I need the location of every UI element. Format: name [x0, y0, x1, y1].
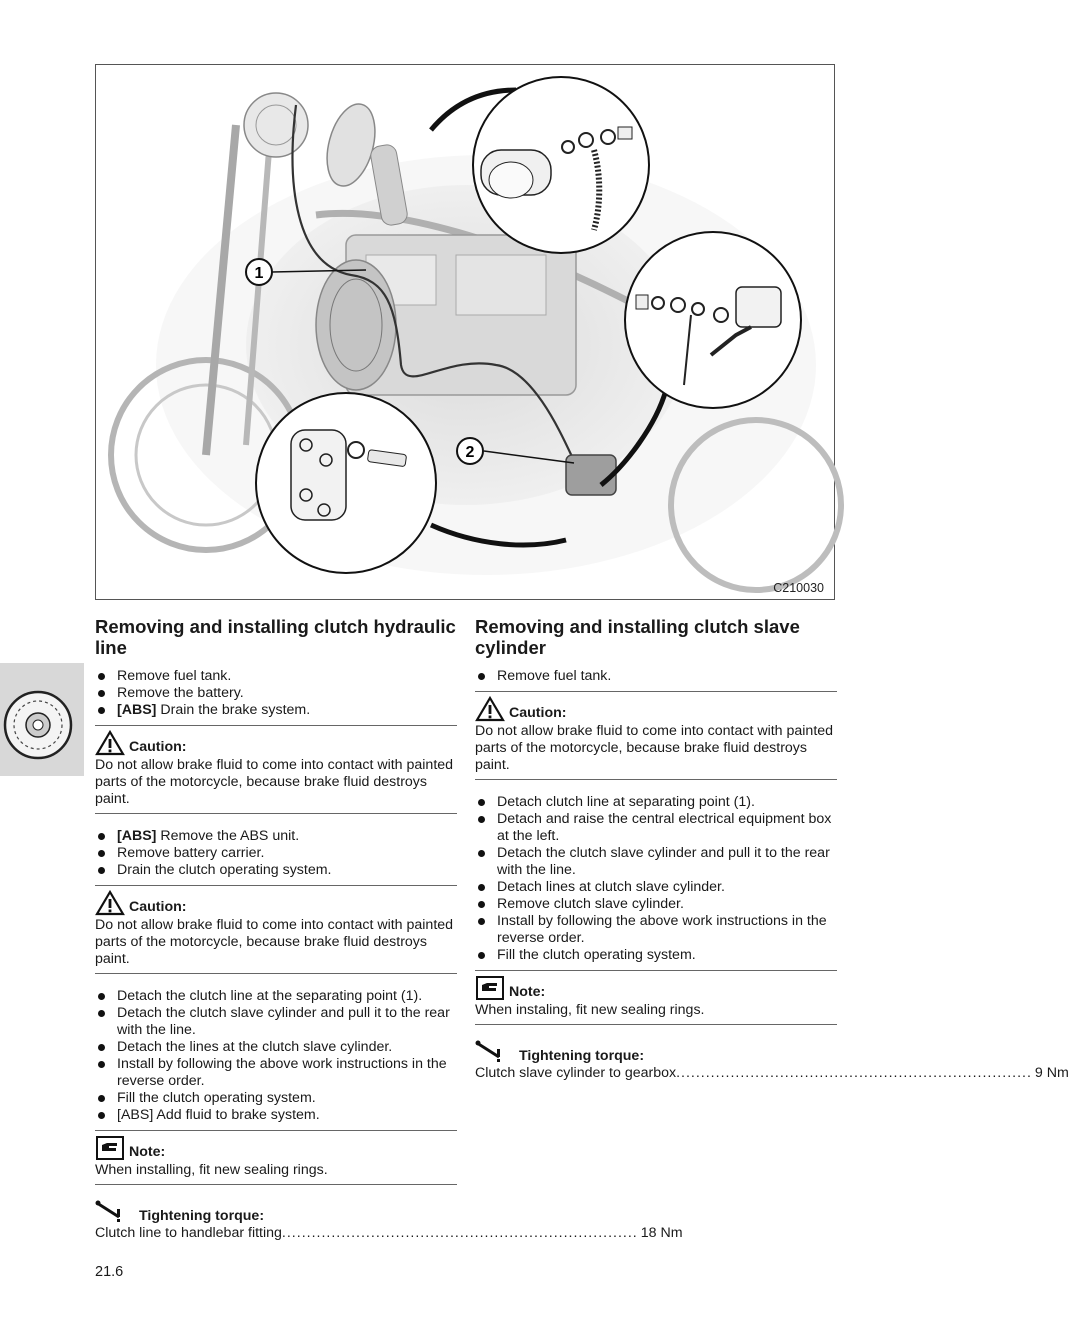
- torque-value: 18 Nm: [640, 1225, 683, 1241]
- list-item: Install by following the above work instructions in the reverse order.: [95, 1056, 457, 1090]
- left-steps-3: [95, 988, 457, 1124]
- list-item: Fill the clutch operating system.: [475, 947, 837, 964]
- figure-motorcycle-clutch: [95, 64, 835, 600]
- torque-spec: [95, 1199, 683, 1242]
- note-box: [475, 970, 837, 1025]
- torque-label: Clutch line to handlebar fitting: [95, 1225, 282, 1241]
- caution-box: [95, 725, 457, 814]
- note-hand-icon: [475, 975, 505, 1001]
- warning-triangle-icon: [475, 696, 505, 722]
- brake-disc-icon: [0, 663, 84, 776]
- note-title: Note:: [509, 984, 546, 1000]
- warning-triangle-icon: [95, 730, 125, 756]
- torque-value: 9 Nm: [1034, 1065, 1069, 1081]
- caution-title: Caution:: [129, 899, 187, 915]
- left-steps-2: [95, 828, 457, 879]
- list-item: Detach the clutch line at the separating point (1).: [95, 988, 457, 1005]
- right-steps-1: [475, 668, 837, 685]
- note-text: When installing, fit new sealing rings.: [95, 1162, 328, 1178]
- right-column: [475, 616, 1069, 1082]
- right-steps-2: [475, 794, 837, 964]
- note-hand-icon: [95, 1135, 125, 1161]
- caution-text: Do not allow brake fluid to come into contact with painted parts of the motorcycle, because brake fluid destroys paint.: [475, 723, 834, 773]
- list-item: Detach lines at clutch slave cylinder.: [475, 879, 837, 896]
- leader-dots: ........................................................................: [676, 1065, 1032, 1081]
- right-heading: Removing and installing clutch slave cylinder: [475, 616, 800, 658]
- caution-box: [95, 885, 457, 974]
- chapter-thumb-tab: [0, 663, 84, 776]
- list-item: [ABS] Add fluid to brake system.: [95, 1107, 457, 1124]
- leader-dots: ........................................................................: [281, 1225, 638, 1241]
- list-item: Detach and raise the central electrical equipment box at the left.: [475, 811, 837, 845]
- list-item: Remove the battery.: [95, 685, 457, 702]
- torque-wrench-icon: [475, 1039, 513, 1065]
- left-steps-1: [95, 668, 457, 719]
- page-number: 21.6: [95, 1264, 124, 1280]
- list-item: Install by following the above work instructions in the reverse order.: [475, 913, 837, 947]
- torque-title: Tightening torque:: [519, 1048, 645, 1064]
- caution-text: Do not allow brake fluid to come into contact with painted parts of the motorcycle, because brake fluid destroys paint.: [95, 917, 454, 967]
- caution-title: Caution:: [129, 739, 187, 755]
- note-text: When instaling, fit new sealing rings.: [475, 1002, 705, 1018]
- torque-label: Clutch slave cylinder to gearbox: [475, 1065, 677, 1081]
- list-item: Remove fuel tank.: [95, 668, 457, 685]
- list-item: Drain the clutch operating system.: [95, 862, 457, 879]
- list-item: Detach clutch line at separating point (1).: [475, 794, 837, 811]
- left-heading: Removing and installing clutch hydraulic line: [95, 616, 456, 658]
- note-title: Note:: [129, 1144, 166, 1160]
- motorcycle-illustration: [96, 65, 836, 601]
- list-item: Detach the clutch slave cylinder and pull it to the rear with the line.: [95, 1005, 457, 1039]
- warning-triangle-icon: [95, 890, 125, 916]
- figure-code: C210030: [773, 581, 824, 595]
- list-item: [ABS] Drain the brake system.: [95, 702, 457, 719]
- list-item: Fill the clutch operating system.: [95, 1090, 457, 1107]
- callout-2-label: 2: [465, 444, 475, 461]
- torque-wrench-icon: [95, 1199, 133, 1225]
- torque-spec: [475, 1039, 1069, 1082]
- list-item: Detach the clutch slave cylinder and pull it to the rear with the line.: [475, 845, 837, 879]
- list-item: [ABS] Remove the ABS unit.: [95, 828, 457, 845]
- callout-1-label: 1: [254, 265, 264, 282]
- caution-title: Caution:: [509, 705, 567, 721]
- caution-text: Do not allow brake fluid to come into contact with painted parts of the motorcycle, because brake fluid destroys paint.: [95, 757, 454, 807]
- list-item: Remove fuel tank.: [475, 668, 837, 685]
- torque-title: Tightening torque:: [139, 1208, 265, 1224]
- note-box: [95, 1130, 457, 1185]
- caution-box: [475, 691, 837, 780]
- list-item: Remove clutch slave cylinder.: [475, 896, 837, 913]
- list-item: Detach the lines at the clutch slave cylinder.: [95, 1039, 457, 1056]
- list-item: Remove battery carrier.: [95, 845, 457, 862]
